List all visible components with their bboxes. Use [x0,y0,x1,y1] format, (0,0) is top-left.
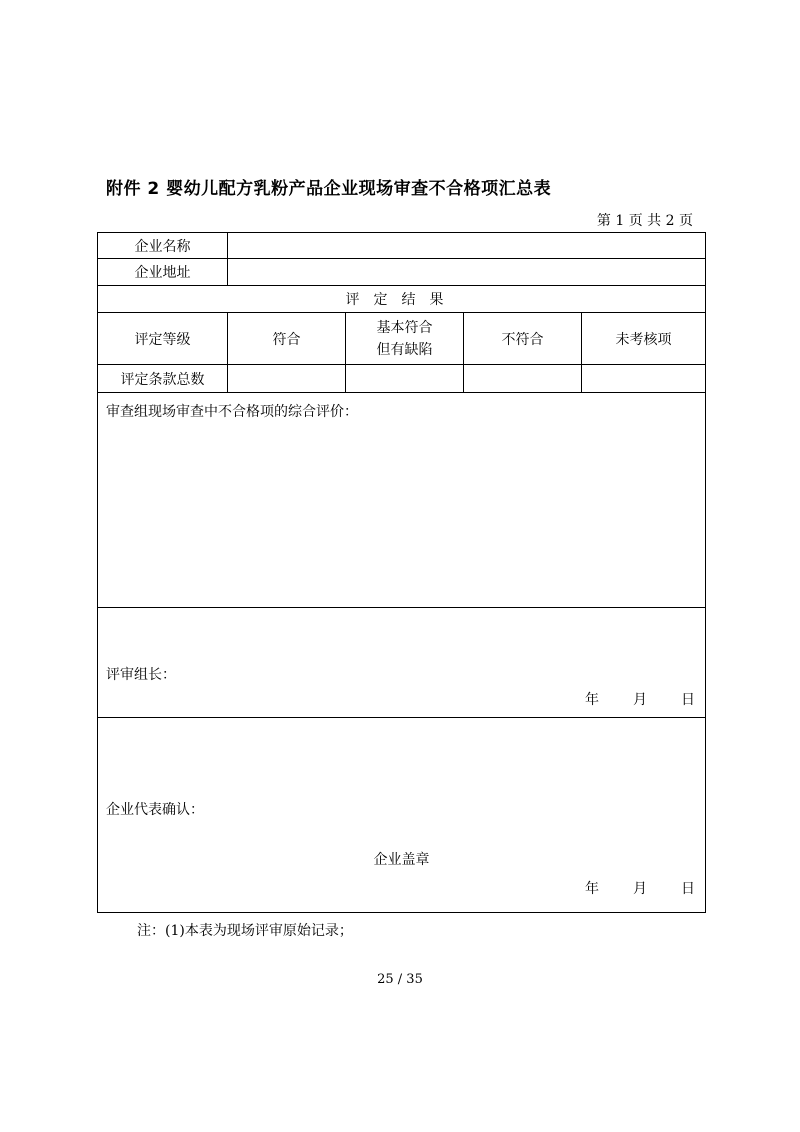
company-address-label: 企业地址 [98,259,228,286]
company-rep-sign-area[interactable] [98,718,706,913]
date-year: 年 [585,881,599,897]
grade-basic-conform-line2: 但有缺陷 [376,341,433,358]
date-month: 月 [633,692,647,708]
company-name-label: 企业名称 [98,233,228,259]
footnote: 注：(1)本表为现场评审原始记录； [137,923,353,939]
total-not-assessed-field[interactable] [582,365,706,393]
grade-nonconform: 不符合 [464,313,582,365]
grade-basic-conform-line1: 基本符合 [376,319,433,336]
evaluation-area[interactable] [98,393,706,608]
date-month: 月 [633,881,647,897]
company-name-field[interactable] [228,233,706,259]
grade-conform: 符合 [228,313,346,365]
date-year: 年 [585,692,599,708]
summary-table [97,232,706,913]
section-header-evaluation-result: 评定结果 [98,286,706,313]
evaluation-label: 审查组现场审查中不合格项的综合评价： [106,404,358,420]
total-conform-field[interactable] [228,365,346,393]
page-title: 附件 2 婴幼儿配方乳粉产品企业现场审查不合格项汇总表 [106,179,552,199]
date-day: 日 [681,692,695,708]
company-seal-label: 企业盖章 [373,852,430,868]
grade-basic-conform [346,313,464,365]
page-number: 25 / 35 [377,972,423,987]
date-day: 日 [681,881,695,897]
leader-label: 评审组长： [106,667,176,683]
company-rep-label: 企业代表确认： [106,802,204,818]
grade-not-assessed: 未考核项 [582,313,706,365]
total-basic-conform-field[interactable] [346,365,464,393]
company-address-field[interactable] [228,259,706,286]
grade-label: 评定等级 [98,313,228,365]
leader-date [585,689,695,709]
total-clauses-label: 评定条款总数 [98,365,228,393]
leader-sign-area[interactable] [98,608,706,718]
total-nonconform-field[interactable] [464,365,582,393]
page-info: 第 1 页 共 2 页 [596,213,693,229]
company-rep-date [585,878,695,898]
